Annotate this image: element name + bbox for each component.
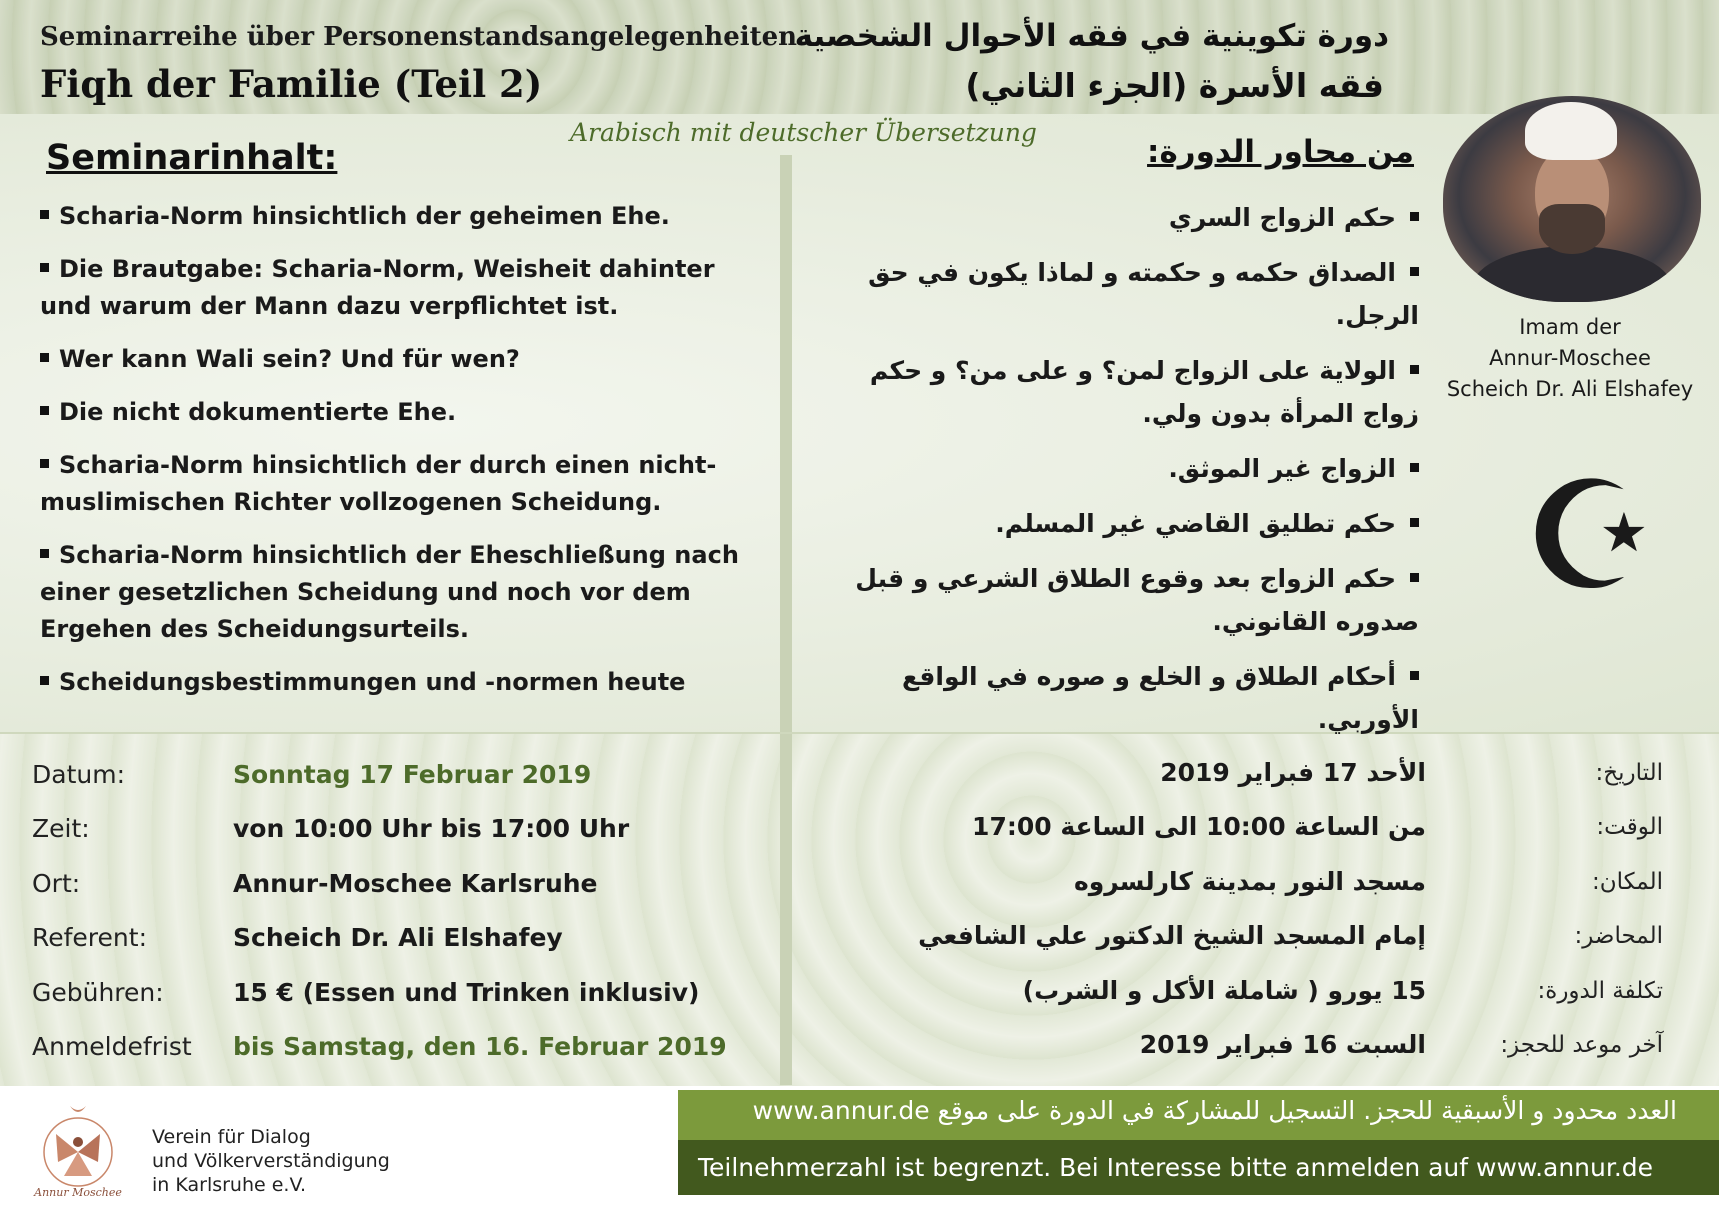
german-content-list — [40, 198, 760, 717]
info-value-deadline: bis Samstag, den 16. Februar 2019 — [233, 1032, 727, 1061]
bullet-icon — [1410, 518, 1419, 527]
info-label-speaker: Referent: — [32, 923, 147, 952]
org-line-3: in Karlsruhe e.V. — [152, 1174, 307, 1196]
list-item: Scharia-Norm hinsichtlich der durch einen nicht-muslimischen Richter vollzogenen Scheidung. — [40, 451, 717, 516]
info-label-deadline: Anmeldefrist — [32, 1032, 192, 1061]
info-label-time: Zeit: — [32, 814, 90, 843]
ar-info-value-place: مسجد النور بمدينة كارلسروه — [1073, 867, 1426, 896]
bullet-icon — [1410, 212, 1419, 221]
arabic-title: فقه الأسرة (الجزء الثاني) — [965, 66, 1384, 105]
bullet-icon — [40, 353, 49, 362]
organization-name — [152, 1125, 390, 1197]
info-value-fee: 15 € (Essen und Trinken inklusiv) — [233, 978, 700, 1007]
german-content-heading: Seminarinhalt: — [46, 138, 338, 178]
speaker-caption — [1430, 312, 1710, 405]
info-value-speaker: Scheich Dr. Ali Elshafey — [233, 923, 563, 952]
list-item: Die nicht dokumentierte Ehe. — [40, 394, 760, 431]
ar-info-label-fee: تكلفة الدورة: — [1537, 978, 1663, 1004]
portrait-turban — [1525, 102, 1617, 160]
arabic-content-heading: من محاور الدورة: — [1147, 134, 1414, 170]
info-label-date: Datum: — [32, 760, 125, 789]
arabic-subtitle: دورة تكوينية في فقه الأحوال الشخصية — [794, 18, 1389, 54]
info-value-place: Annur-Moschee Karlsruhe — [233, 869, 598, 898]
speaker-portrait — [1443, 96, 1701, 302]
list-item: الزواج غير الموثق. — [819, 447, 1419, 490]
info-label-fee: Gebühren: — [32, 978, 164, 1007]
list-item: Scharia-Norm hinsichtlich der Eheschließung nach einer gesetzlichen Scheidung und noch vor dem Ergehen des Scheidungsurteils. — [40, 541, 739, 643]
speaker-line-2: Annur-Moschee — [1489, 346, 1651, 370]
list-item: Wer kann Wali sein? Und für wen? — [40, 341, 760, 378]
bullet-icon — [1410, 463, 1419, 472]
ar-info-value-time: من الساعة 10:00 الى الساعة 17:00 — [972, 812, 1426, 841]
ar-info-value-date: الأحد 17 فبراير 2019 — [1160, 758, 1426, 787]
bullet-icon — [1410, 573, 1419, 582]
ar-info-value-deadline: السبت 16 فبراير 2019 — [1139, 1030, 1426, 1059]
list-item: حكم تطليق القاضي غير المسلم. — [819, 502, 1419, 545]
speaker-line-1: Imam der — [1519, 315, 1621, 339]
shahada-calligraphy-icon: ☪ — [1522, 450, 1658, 624]
annur-mosque-logo — [18, 1100, 138, 1200]
org-line-2: und Völkerverständigung — [152, 1150, 390, 1172]
ar-info-label-time: الوقت: — [1596, 814, 1663, 840]
portrait-robe — [1473, 246, 1671, 302]
list-item: Scharia-Norm hinsichtlich der geheimen Ehe. — [40, 198, 760, 235]
bullet-icon — [1410, 365, 1419, 374]
column-divider — [780, 155, 792, 1085]
arabic-content-list — [819, 196, 1419, 753]
list-item: الصداق حكمه و حكمته و لماذا يكون في حق الرجل. — [868, 258, 1419, 330]
portrait-beard — [1539, 204, 1605, 254]
ar-info-label-speaker: المحاضر: — [1574, 923, 1663, 949]
info-value-time: von 10:00 Uhr bis 17:00 Uhr — [233, 814, 630, 843]
bullet-icon — [1410, 671, 1419, 680]
speaker-line-3: Scheich Dr. Ali Elshafey — [1446, 377, 1694, 401]
info-value-date: Sonntag 17 Februar 2019 — [233, 760, 592, 789]
list-item: الولاية على الزواج لمن؟ و على من؟ و حكم زواج المرأة بدون ولي. — [869, 356, 1419, 428]
german-subtitle: Seminarreihe über Personenstandsangelegenheiten — [40, 22, 798, 52]
german-registration-text: Teilnehmerzahl ist begrenzt. Bei Interesse bitte anmelden auf www.annur.de — [698, 1153, 1654, 1182]
list-item: أحكام الطلاق و الخلع و صوره في الواقع الأوربي. — [901, 662, 1419, 734]
ar-info-value-speaker: إمام المسجد الشيخ الدكتور علي الشافعي — [918, 921, 1426, 950]
list-item: Scheidungsbestimmungen und -normen heute — [40, 664, 760, 701]
list-item: حكم الزواج السري — [819, 196, 1419, 239]
ar-info-label-place: المكان: — [1591, 869, 1663, 895]
list-item: حكم الزواج بعد وقوع الطلاق الشرعي و قبل صدوره القانوني. — [855, 564, 1419, 636]
ar-info-label-deadline: آخر موعد للحجز: — [1500, 1032, 1663, 1058]
org-line-1: Verein für Dialog — [152, 1126, 311, 1148]
bullet-icon — [40, 676, 49, 685]
arabic-registration-text: العدد محدود و الأسبقية للحجز. التسجيل للمشاركة في الدورة على موقع www.annur.de — [752, 1096, 1677, 1125]
ar-info-label-date: التاريخ: — [1595, 760, 1663, 786]
bullet-icon — [40, 406, 49, 415]
german-title: Fiqh der Familie (Teil 2) — [40, 62, 543, 106]
bullet-icon — [1410, 267, 1419, 276]
bullet-icon — [40, 210, 49, 219]
ar-info-value-fee: 15 يورو ( شاملة الأكل و الشرب) — [1022, 976, 1426, 1005]
bullet-icon — [40, 263, 49, 272]
info-label-place: Ort: — [32, 869, 81, 898]
list-item: Die Brautgabe: Scharia-Norm, Weisheit dahinter und warum der Mann dazu verpflichtet ist. — [40, 255, 715, 320]
language-note: Arabisch mit deutscher Übersetzung — [570, 118, 1037, 147]
bullet-icon — [40, 459, 49, 468]
svg-text:Annur Moschee: Annur Moschee — [34, 1186, 122, 1199]
bullet-icon — [40, 549, 49, 558]
